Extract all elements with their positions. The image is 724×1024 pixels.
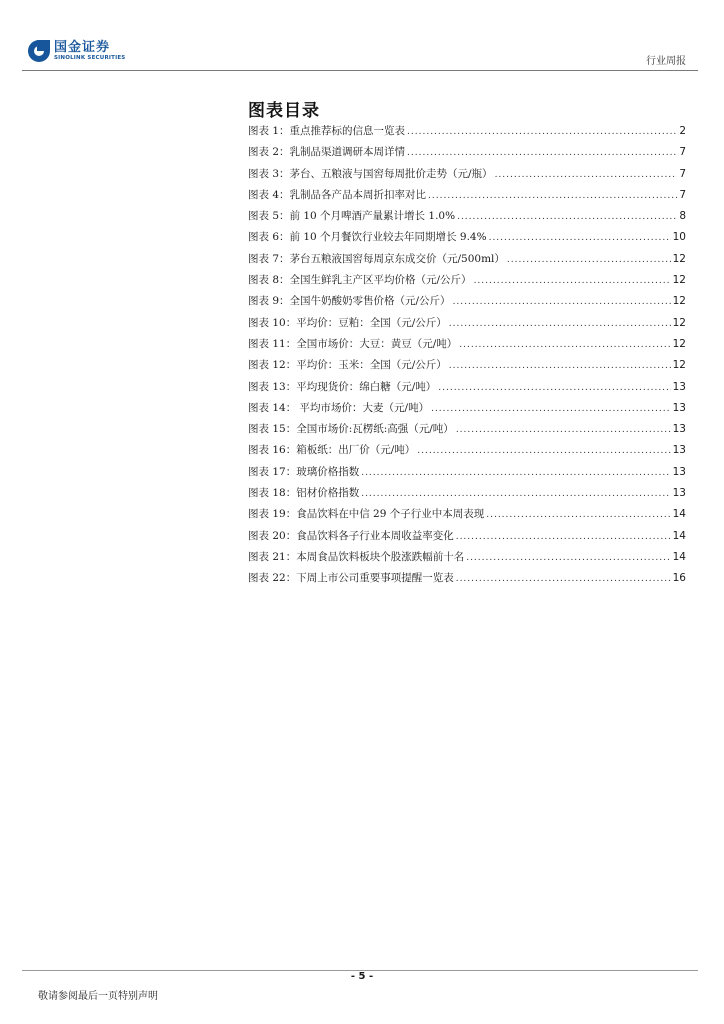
toc-item-page: 8 [679, 210, 686, 223]
toc-item-label: 图表 20：食品饮料各子行业本周收益率变化 [248, 529, 454, 542]
toc-item-label: 图表 5：前 10 个月啤酒产量累计增长 1.0% [248, 210, 456, 223]
toc-item-page: 2 [679, 125, 686, 137]
toc-item[interactable] [248, 379, 686, 400]
toc-item-label: 图表 2：乳制品渠道调研本周详情 [248, 146, 406, 159]
toc-dot-leader [407, 125, 677, 137]
toc-dot-leader [474, 274, 671, 286]
toc-dot-leader [361, 487, 670, 499]
toc-dot-leader [407, 146, 677, 158]
toc-item-page: 7 [679, 167, 686, 180]
toc-dot-leader [486, 508, 670, 520]
toc-dot-leader [449, 317, 671, 329]
toc-dot-leader [361, 466, 670, 478]
toc-item[interactable] [248, 400, 686, 421]
logo-icon [28, 40, 50, 62]
toc-item-label: 图表 19：食品饮料在中信 29 个子行业中本周表现 [248, 508, 485, 521]
disclaimer-note: 敬请参阅最后一页特别声明 [38, 991, 158, 1002]
toc-item[interactable] [248, 528, 686, 549]
toc-item[interactable] [248, 272, 686, 293]
toc-item-page: 12 [672, 274, 686, 287]
toc-dot-leader [449, 359, 671, 371]
toc-item-label: 图表 16：箱板纸：出厂价（元/吨） [248, 444, 416, 457]
toc-item-label: 图表 6：前 10 个月餐饮行业较去年同期增长 9.4% [248, 231, 487, 244]
toc-item-label: 图表 18：铝材价格指数 [248, 487, 360, 500]
toc-list [248, 123, 686, 592]
toc-item-label: 图表 7：茅台五粮液国窖每周京东成交价（元/500ml） [248, 252, 505, 265]
toc-item-page: 14 [672, 529, 686, 542]
toc-dot-leader [428, 189, 677, 201]
toc-dot-leader [466, 551, 670, 563]
toc-item[interactable] [248, 357, 686, 378]
company-logo [28, 40, 125, 62]
toc-item-page: 13 [672, 444, 686, 457]
toc-item[interactable] [248, 442, 686, 463]
toc-dot-leader [456, 423, 671, 435]
toc-dot-leader [456, 530, 671, 542]
toc-item[interactable] [248, 421, 686, 442]
toc-item[interactable] [248, 293, 686, 314]
toc-dot-leader [431, 402, 671, 414]
toc-item-page: 14 [672, 550, 686, 563]
toc-item[interactable] [248, 464, 686, 485]
toc-item-page: 12 [672, 252, 686, 265]
toc-item-label: 图表 11：全国市场价：大豆：黄豆（元/吨） [248, 337, 458, 350]
toc-item-page: 13 [672, 401, 686, 414]
toc-item[interactable] [248, 315, 686, 336]
toc-dot-leader [438, 381, 670, 393]
toc-item-page: 12 [672, 295, 686, 308]
toc-dot-leader [457, 210, 677, 222]
toc-dot-leader [417, 444, 670, 456]
logo-name-cn: 国金证券 [54, 39, 111, 55]
toc-item-label: 图表 1：重点推荐标的信息一览表 [248, 125, 406, 137]
toc-item[interactable] [248, 549, 686, 570]
toc-item-label: 图表 22：下周上市公司重要事项提醒一览表 [248, 572, 454, 585]
toc-item[interactable] [248, 187, 686, 208]
toc-item-page: 13 [672, 487, 686, 500]
toc-item[interactable] [248, 570, 686, 591]
toc-item-label: 图表 8：全国生鲜乳主产区平均价格（元/公斤） [248, 274, 472, 287]
toc-item-label: 图表 10：平均价：豆粕：全国（元/公斤） [248, 316, 447, 329]
toc-dot-leader [489, 231, 671, 243]
toc-item-page: 13 [672, 465, 686, 478]
toc-title: 图表目录 [248, 101, 320, 121]
toc-item[interactable] [248, 208, 686, 229]
logo-name-en: SINOLINK SECURITIES [54, 54, 126, 61]
toc-dot-leader [453, 295, 671, 307]
toc-dot-leader [495, 168, 678, 180]
toc-item[interactable] [248, 144, 686, 165]
toc-item-label: 图表 12：平均价：玉米：全国（元/公斤） [248, 359, 447, 372]
page-number: - 5 - [350, 971, 374, 982]
toc-item-label: 图表 4：乳制品各产品本周折扣率对比 [248, 188, 427, 201]
toc-item-page: 7 [679, 146, 686, 159]
toc-item-page: 14 [672, 508, 686, 521]
page-header [22, 38, 698, 74]
toc-item-label: 图表 3：茅台、五粮液与国窖每周批价走势（元/瓶） [248, 167, 493, 180]
toc-item-page: 12 [672, 337, 686, 350]
toc-dot-leader [459, 338, 670, 350]
toc-item[interactable] [248, 229, 686, 250]
toc-item-page: 7 [679, 188, 686, 201]
toc-item-label: 图表 13：平均现货价：绵白糖（元/吨） [248, 380, 437, 393]
toc-item-label: 图表 21：本周食品饮料板块个股涨跌幅前十名 [248, 550, 465, 563]
report-type: 行业周报 [646, 56, 686, 67]
toc-item-page: 10 [672, 231, 686, 244]
toc-item-page: 12 [672, 359, 686, 372]
toc-item[interactable] [248, 166, 686, 187]
toc-item-label: 图表 14： 平均市场价：大麦（元/吨） [248, 401, 430, 414]
toc-item-label: 图表 15：全国市场价:瓦楞纸:高强（元/吨） [248, 423, 454, 436]
toc-item-page: 12 [672, 316, 686, 329]
toc-item[interactable] [248, 506, 686, 527]
toc-item-label: 图表 17：玻璃价格指数 [248, 465, 360, 478]
header-divider [22, 70, 698, 71]
toc-item[interactable] [248, 336, 686, 357]
toc-dot-leader [456, 572, 671, 584]
toc-item[interactable] [248, 251, 686, 272]
toc-item-label: 图表 9：全国牛奶酸奶零售价格（元/公斤） [248, 295, 451, 308]
toc-item[interactable] [248, 123, 686, 144]
toc-item-page: 16 [672, 572, 686, 585]
toc-item-page: 13 [672, 423, 686, 436]
toc-item[interactable] [248, 485, 686, 506]
toc-item-page: 13 [672, 380, 686, 393]
toc-dot-leader [507, 253, 671, 265]
